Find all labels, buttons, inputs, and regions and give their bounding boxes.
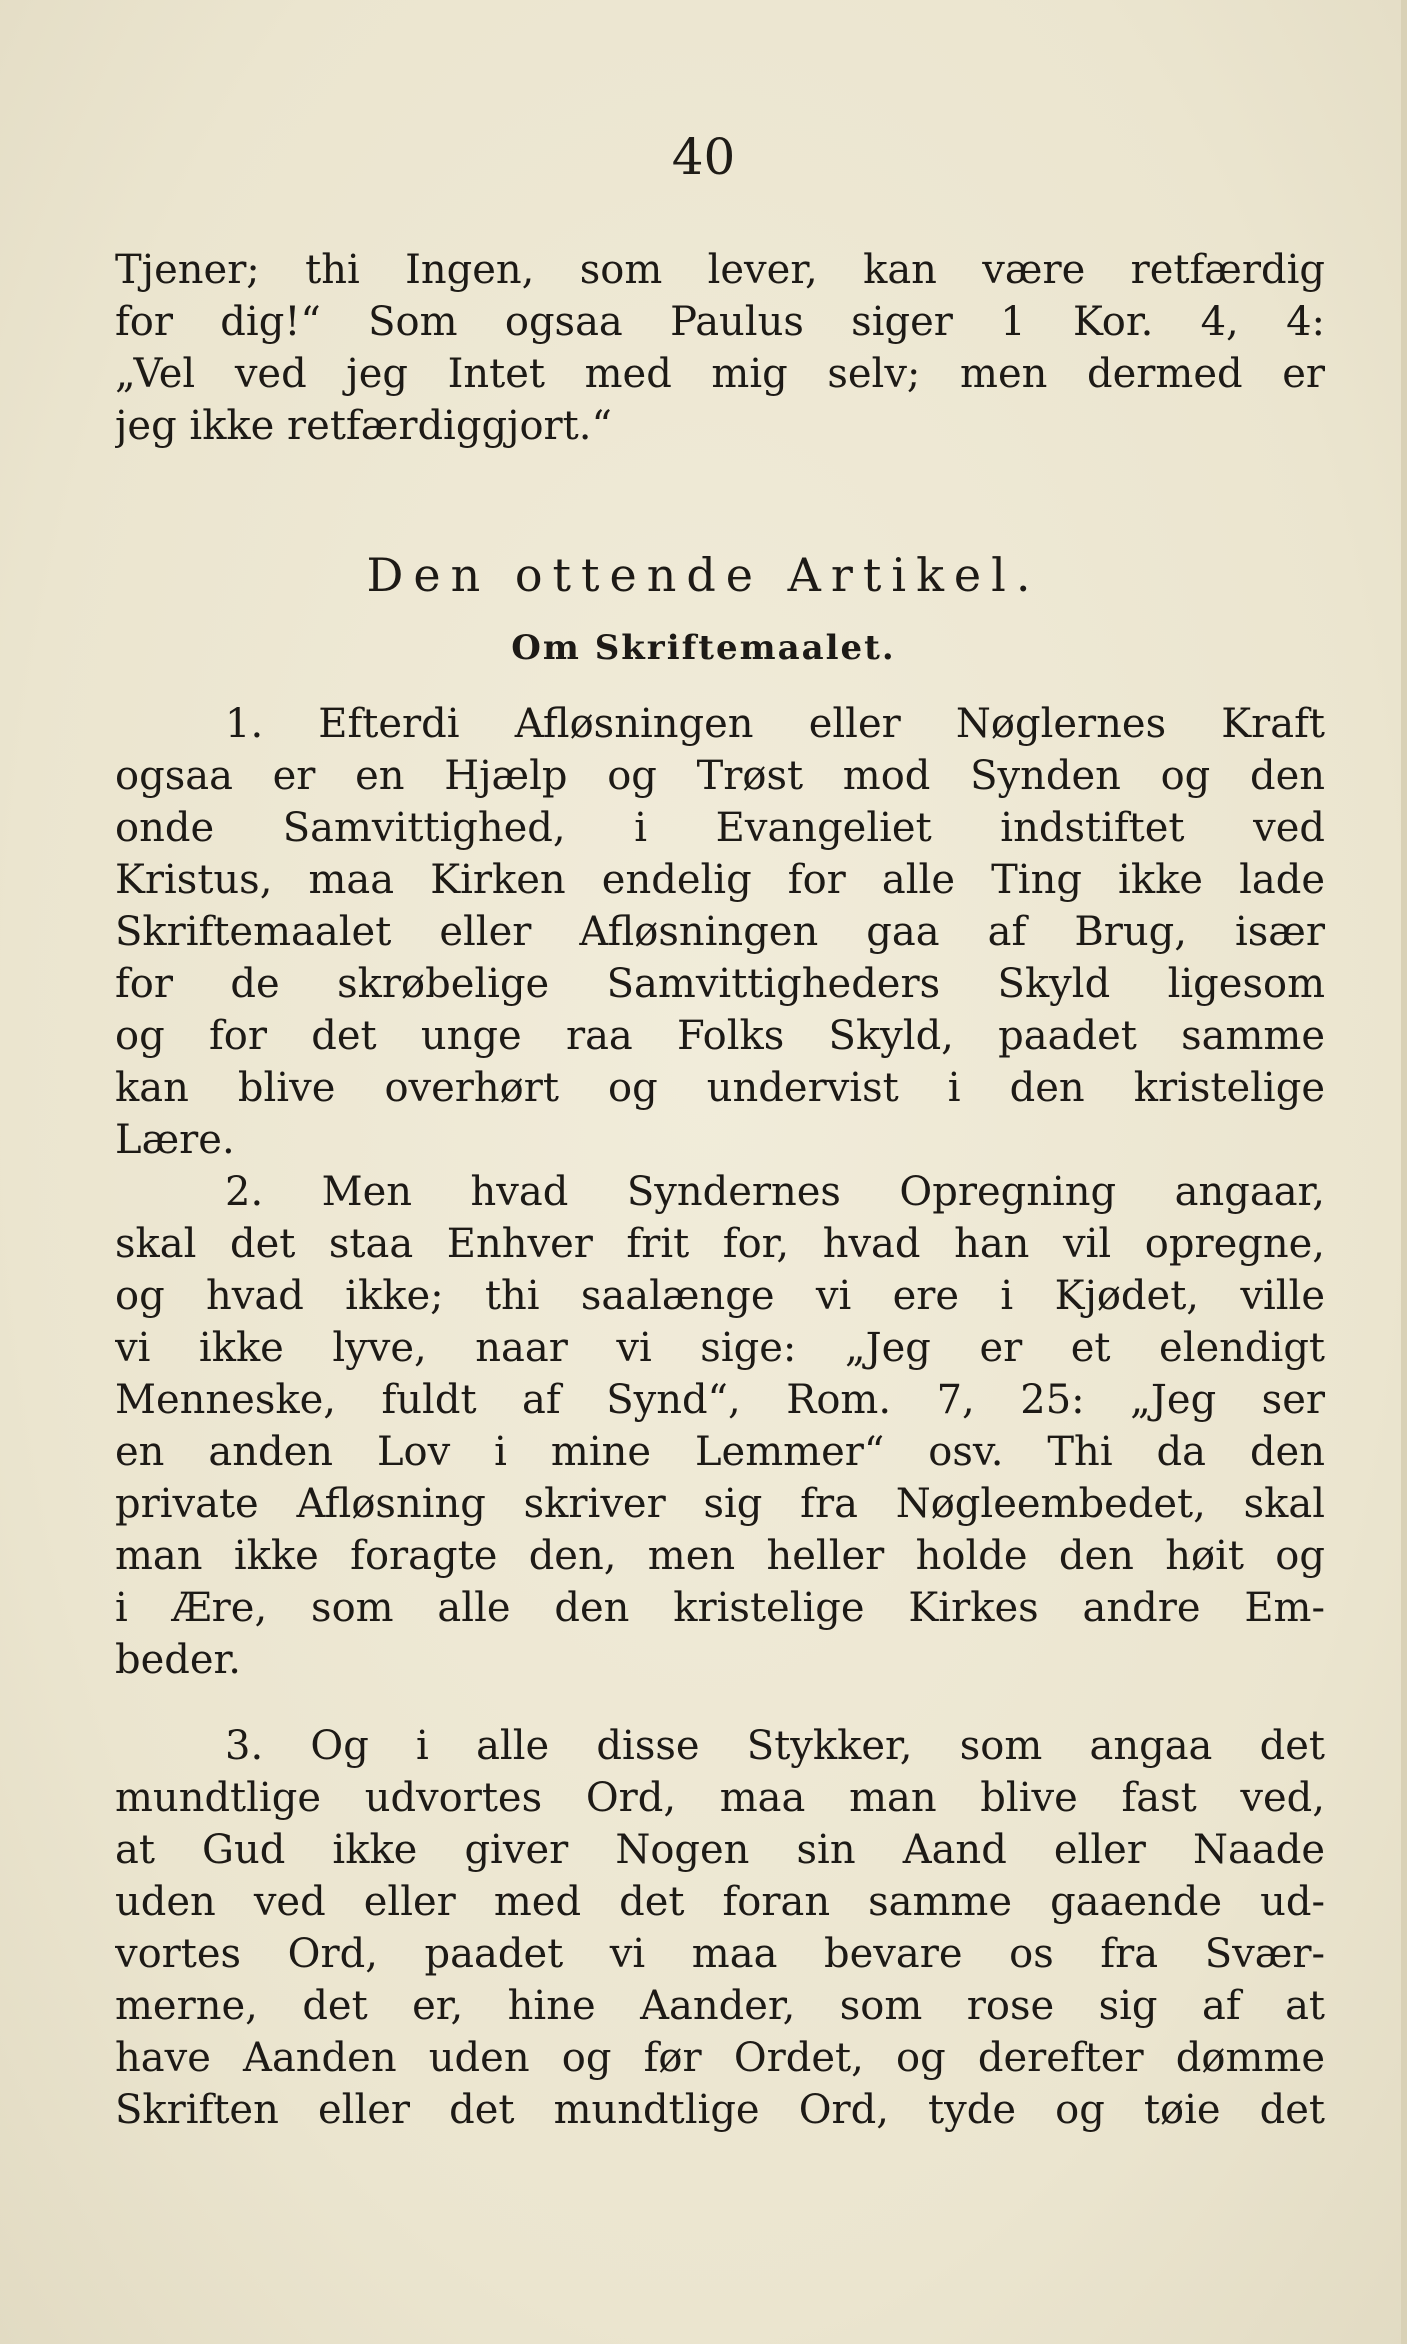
text-line: mundtlige udvortes Ord, maa man blive fast ved, [115,1775,1325,1821]
text-line: have Aanden uden og før Ordet, og derefter dømme [115,2035,1325,2081]
text-line: Kristus, maa Kirken endelig for alle Ting ikke lade [115,857,1325,903]
text-line: skal det staa Enhver frit for, hvad han vil opregne, [115,1221,1325,1267]
paragraph-1 [115,698,1325,1166]
page-number: 40 [671,128,736,186]
text-line: vortes Ord, paadet vi maa bevare os fra Svær- [115,1931,1325,1977]
article-title: Den ottende Artikel. [366,548,1041,602]
text-line: vi ikke lyve, naar vi sige: „Jeg er et elendigt [115,1325,1325,1371]
text-line: Tjener; thi Ingen, som lever, kan være retfærdig [115,247,1325,293]
text-line: 3. Og i alle disse Stykker, som angaa det [225,1723,1325,1769]
text-line: Lære. [115,1117,235,1163]
intro-paragraph [115,244,1325,452]
text-line: jeg ikke retfærdiggjort.“ [115,403,612,449]
text-line: 1. Efterdi Afløsningen eller Nøglernes Kraft [225,701,1325,747]
text-line: Skriften eller det mundtlige Ord, tyde og tøie det [115,2087,1325,2133]
text-line: beder. [115,1637,241,1683]
text-line: i Ære, som alle den kristelige Kirkes andre Em- [115,1585,1325,1631]
text-line: merne, det er, hine Aander, som rose sig af at [115,1983,1325,2029]
paragraph-3 [115,1720,1325,2136]
text-line: kan blive overhørt og undervist i den kristelige [115,1065,1325,1111]
text-line: en anden Lov i mine Lemmer“ osv. Thi da den [115,1429,1325,1475]
text-line: for dig!“ Som ogsaa Paulus siger 1 Kor. 4, 4: [115,299,1325,345]
text-line: Menneske, fuldt af Synd“, Rom. 7, 25: „Jeg ser [115,1377,1325,1423]
text-line: for de skrøbelige Samvittigheders Skyld ligesom [115,961,1325,1007]
text-line: private Afløsning skriver sig fra Nøgleembedet, skal [115,1481,1325,1527]
text-line: onde Samvittighed, i Evangeliet indstiftet ved [115,805,1325,851]
text-line: uden ved eller med det foran samme gaaende ud- [115,1879,1325,1925]
article-subtitle: Om Skriftemaalet. [511,628,896,668]
text-line: ogsaa er en Hjælp og Trøst mod Synden og den [115,753,1325,799]
text-line: man ikke foragte den, men heller holde den høit og [115,1533,1325,1579]
text-line: Skriftemaalet eller Afløsningen gaa af Brug, især [115,909,1325,955]
text-line: at Gud ikke giver Nogen sin Aand eller Naade [115,1827,1325,1873]
text-line: og for det unge raa Folks Skyld, paadet samme [115,1013,1325,1059]
paragraph-2 [115,1166,1325,1686]
page-edge [1401,0,1407,2344]
text-line: „Vel ved jeg Intet med mig selv; men dermed er [115,351,1325,397]
text-line: og hvad ikke; thi saalænge vi ere i Kjødet, ville [115,1273,1325,1319]
text-line: 2. Men hvad Syndernes Opregning angaar, [225,1169,1325,1215]
